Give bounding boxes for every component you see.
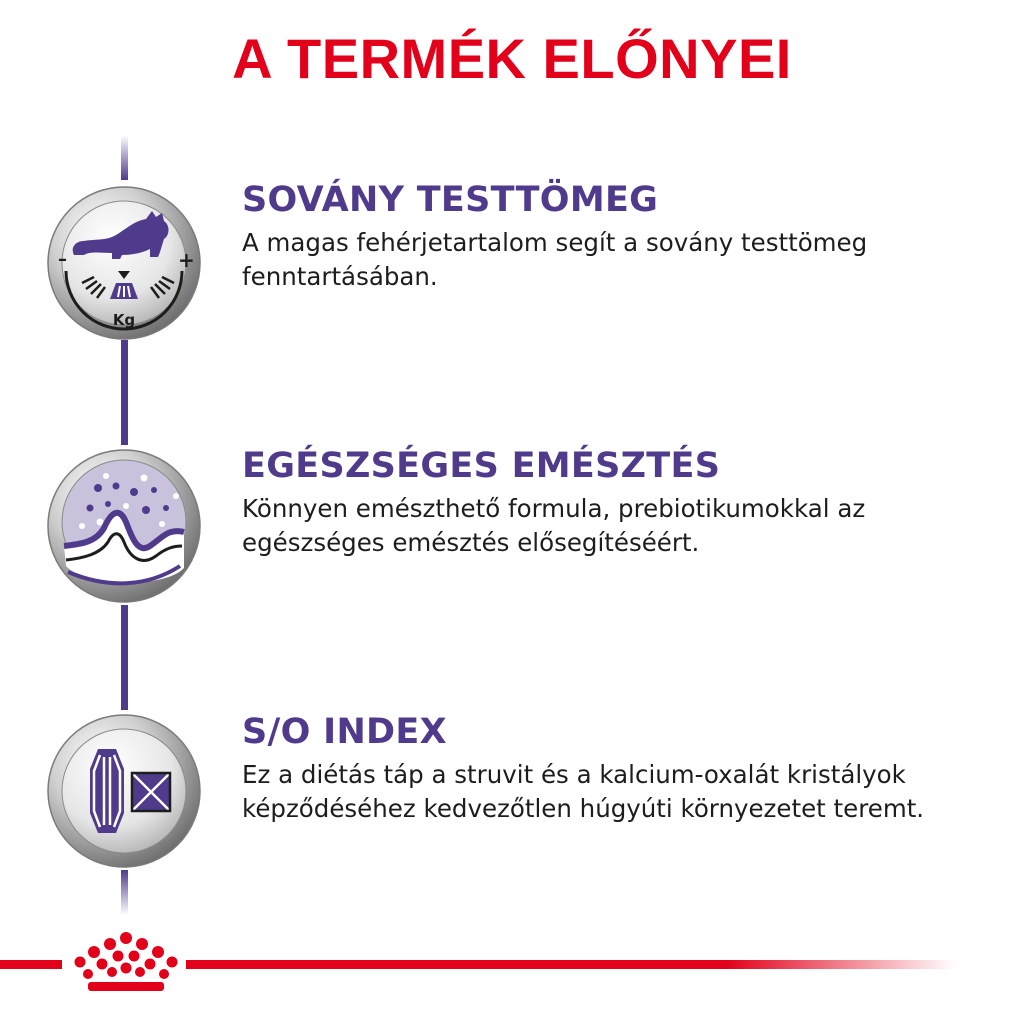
timeline-line-top: [121, 135, 128, 180]
benefit-description: [242, 758, 1002, 826]
scale-weight-label: Kg: [112, 311, 136, 329]
benefit-line: Könnyen emészthető formula, prebiotikumokkal az: [242, 494, 866, 523]
benefit-so-index: [242, 712, 1002, 826]
scale-minus-label: –: [58, 249, 67, 270]
benefit-line: képződéséhez kedvezőtlen húgyúti környezetet teremt.: [242, 794, 925, 823]
digestion-wave-icon: [46, 448, 202, 604]
timeline-line-bottom: [121, 870, 128, 915]
benefit-line: A magas fehérjetartalom segít a sovány testtömeg: [242, 228, 868, 257]
benefit-title: S/O INDEX: [242, 712, 447, 752]
benefit-healthy-digestion: [242, 446, 1002, 560]
timeline-line-2: [121, 605, 128, 710]
benefit-line: fenntartásában.: [242, 262, 438, 291]
timeline-line-1: [121, 340, 128, 445]
brand-line-right: [186, 960, 956, 969]
benefit-lean-body-mass: [242, 180, 1002, 294]
benefit-description: [242, 492, 1002, 560]
crown-logo-icon: [70, 930, 182, 996]
benefit-title: SOVÁNY TESTTÖMEG: [242, 180, 659, 220]
benefit-title: EGÉSZSÉGES EMÉSZTÉS: [242, 446, 721, 486]
scale-plus-label: +: [178, 248, 195, 272]
benefit-line: egészséges emésztés elősegítéséért.: [242, 528, 700, 557]
crystals-icon: [46, 713, 202, 869]
page-title: A TERMÉK ELŐNYEI: [232, 27, 792, 90]
brand-line-left: [0, 960, 62, 969]
benefit-line: Ez a diétás táp a struvit és a kalcium-oxalát kristályok: [242, 760, 906, 789]
lean-body-mass-cat-scale-icon: [46, 185, 202, 341]
benefit-description: [242, 226, 1002, 294]
